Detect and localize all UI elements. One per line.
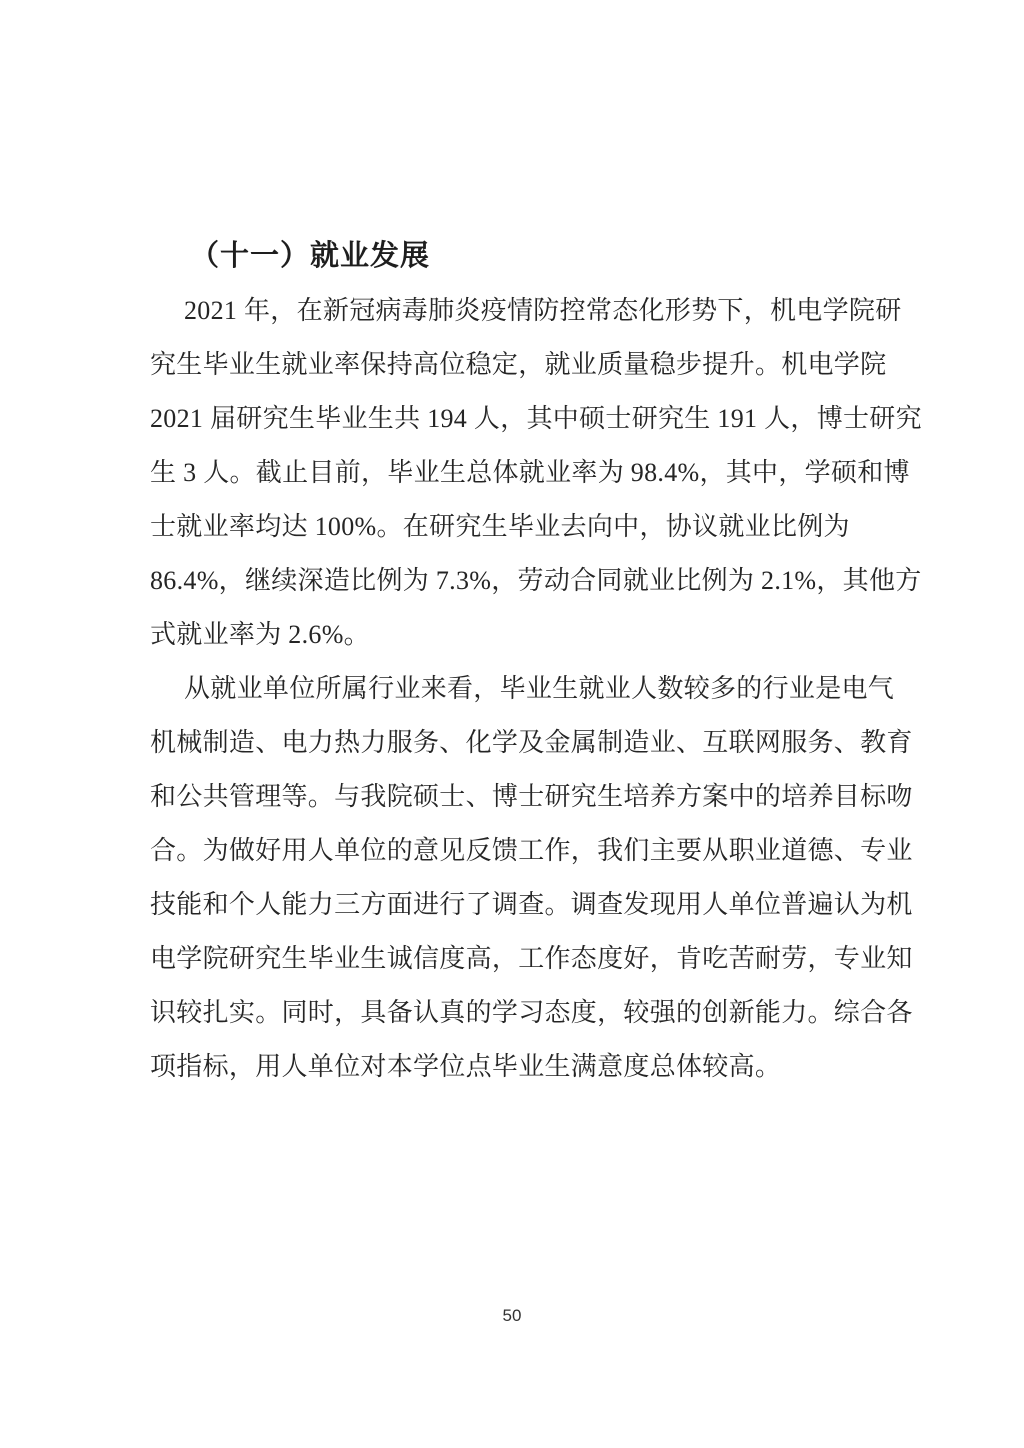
- text-line: 和公共管理等。与我院硕士、博士研究生培养方案中的培养目标吻: [150, 782, 913, 811]
- text-line: 2021 年，在新冠病毒肺炎疫情防控常态化形势下，机电学院研: [184, 296, 902, 325]
- section-heading: （十一）就业发展: [190, 240, 431, 272]
- text-line: 电学院研究生毕业生诚信度高，工作态度好，肯吃苦耐劳，专业知: [150, 944, 913, 973]
- text-line: 86.4%，继续深造比例为 7.3%，劳动合同就业比例为 2.1%，其他方: [150, 566, 922, 595]
- text-line: 技能和个人能力三方面进行了调查。调查发现用人单位普遍认为机: [150, 890, 913, 919]
- text-line: 究生毕业生就业率保持高位稳定，就业质量稳步提升。机电学院: [150, 350, 887, 379]
- paragraph-employment-overview: [150, 284, 922, 662]
- text-line: 生 3 人。截止目前，毕业生总体就业率为 98.4%，其中，学硕和博: [150, 458, 910, 487]
- text-line: 2021 届研究生毕业生共 194 人，其中硕士研究生 191 人，博士研究: [150, 404, 922, 433]
- text-line: 合。为做好用人单位的意见反馈工作，我们主要从职业道德、专业: [150, 836, 913, 865]
- text-line: 从就业单位所属行业来看，毕业生就业人数较多的行业是电气: [184, 674, 895, 703]
- body-text: [150, 284, 922, 1094]
- paragraph-industry-feedback: [150, 662, 913, 1094]
- page-number: 50: [502, 1306, 522, 1325]
- text-line: 识较扎实。同时，具备认真的学习态度，较强的创新能力。综合各: [150, 998, 913, 1027]
- text-line: 项指标，用人单位对本学位点毕业生满意度总体较高。: [150, 1052, 782, 1081]
- text-line: 式就业率为 2.6%。: [150, 620, 370, 649]
- text-line: 士就业率均达 100%。在研究生毕业去向中，协议就业比例为: [150, 512, 850, 541]
- text-line: 机械制造、电力热力服务、化学及金属制造业、互联网服务、教育: [150, 728, 913, 757]
